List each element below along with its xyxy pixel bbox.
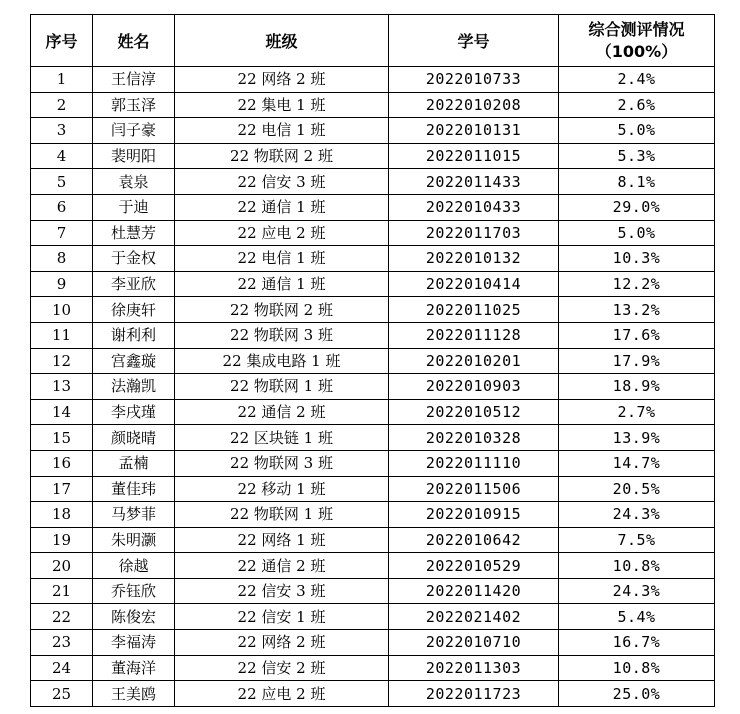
cell-class: 22 电信 1 班: [175, 118, 389, 144]
cell-class: 22 信安 3 班: [175, 169, 389, 195]
header-name: 姓名: [93, 15, 175, 67]
table-row: [31, 194, 715, 220]
cell-score: 14.7%: [559, 450, 715, 476]
cell-student-id: 2022011703: [389, 220, 559, 246]
table-row: [31, 578, 715, 604]
cell-score: 5.0%: [559, 220, 715, 246]
cell-name: 闫子豪: [93, 118, 175, 144]
cell-student-id: 2022011025: [389, 297, 559, 323]
cell-student-id: 2022010529: [389, 553, 559, 579]
cell-class: 22 通信 2 班: [175, 553, 389, 579]
table-row: [31, 297, 715, 323]
cell-student-id: 2022010903: [389, 374, 559, 400]
cell-score: 5.4%: [559, 604, 715, 630]
cell-class: 22 网络 1 班: [175, 527, 389, 553]
cell-class: 22 物联网 1 班: [175, 502, 389, 528]
cell-score: 7.5%: [559, 527, 715, 553]
cell-class: 22 物联网 2 班: [175, 297, 389, 323]
cell-student-id: 2022010710: [389, 630, 559, 656]
cell-score: 2.4%: [559, 67, 715, 93]
cell-class: 22 通信 1 班: [175, 271, 389, 297]
cell-student-id: 2022010328: [389, 425, 559, 451]
cell-name: 李戌瑾: [93, 399, 175, 425]
cell-score: 10.3%: [559, 246, 715, 272]
cell-class: 22 物联网 1 班: [175, 374, 389, 400]
table-row: [31, 527, 715, 553]
cell-score: 12.2%: [559, 271, 715, 297]
cell-score: 2.6%: [559, 92, 715, 118]
header-score-title: 综合测评情况: [588, 19, 685, 39]
cell-seq: 25: [31, 681, 93, 707]
cell-seq: 15: [31, 425, 93, 451]
cell-class: 22 移动 1 班: [175, 476, 389, 502]
cell-name: 董佳玮: [93, 476, 175, 502]
cell-score: 5.0%: [559, 118, 715, 144]
cell-name: 徐庚轩: [93, 297, 175, 323]
cell-name: 法瀚凯: [93, 374, 175, 400]
header-row: [31, 15, 715, 67]
cell-student-id: 2022011506: [389, 476, 559, 502]
cell-seq: 7: [31, 220, 93, 246]
cell-name: 孟楠: [93, 450, 175, 476]
cell-seq: 4: [31, 143, 93, 169]
table-row: [31, 553, 715, 579]
cell-name: 于金权: [93, 246, 175, 272]
cell-class: 22 集成电路 1 班: [175, 348, 389, 374]
table-row: [31, 92, 715, 118]
cell-seq: 8: [31, 246, 93, 272]
cell-student-id: 2022010433: [389, 194, 559, 220]
cell-student-id: 2022011110: [389, 450, 559, 476]
cell-student-id: 2022011723: [389, 681, 559, 707]
header-student-id: 学号: [389, 15, 559, 67]
table-row: [31, 220, 715, 246]
cell-score: 2.7%: [559, 399, 715, 425]
cell-class: 22 物联网 3 班: [175, 450, 389, 476]
cell-score: 20.5%: [559, 476, 715, 502]
cell-class: 22 电信 1 班: [175, 246, 389, 272]
cell-name: 宫鑫璇: [93, 348, 175, 374]
cell-name: 颜晓晴: [93, 425, 175, 451]
cell-score: 10.8%: [559, 553, 715, 579]
cell-score: 10.8%: [559, 655, 715, 681]
table-row: [31, 425, 715, 451]
cell-score: 13.9%: [559, 425, 715, 451]
cell-seq: 18: [31, 502, 93, 528]
cell-seq: 16: [31, 450, 93, 476]
cell-class: 22 信安 3 班: [175, 578, 389, 604]
table-row: [31, 169, 715, 195]
table-row: [31, 143, 715, 169]
cell-name: 杜慧芳: [93, 220, 175, 246]
cell-student-id: 2022010915: [389, 502, 559, 528]
table-row: [31, 322, 715, 348]
cell-name: 朱明灏: [93, 527, 175, 553]
cell-class: 22 集电 1 班: [175, 92, 389, 118]
table-body: [31, 67, 715, 707]
table-row: [31, 374, 715, 400]
cell-student-id: 2022011420: [389, 578, 559, 604]
cell-student-id: 2022010733: [389, 67, 559, 93]
header-score-unit: （100%）: [595, 41, 678, 61]
cell-name: 王信淳: [93, 67, 175, 93]
cell-name: 董海洋: [93, 655, 175, 681]
cell-seq: 12: [31, 348, 93, 374]
cell-student-id: 2022010201: [389, 348, 559, 374]
cell-class: 22 物联网 3 班: [175, 322, 389, 348]
table-row: [31, 246, 715, 272]
table-row: [31, 271, 715, 297]
cell-class: 22 网络 2 班: [175, 630, 389, 656]
cell-class: 22 信安 1 班: [175, 604, 389, 630]
table-row: [31, 399, 715, 425]
table-header: [31, 15, 715, 67]
cell-score: 5.3%: [559, 143, 715, 169]
cell-name: 李亚欣: [93, 271, 175, 297]
header-score: [559, 15, 715, 67]
cell-score: 18.9%: [559, 374, 715, 400]
cell-score: 16.7%: [559, 630, 715, 656]
cell-score: 17.9%: [559, 348, 715, 374]
cell-student-id: 2022011015: [389, 143, 559, 169]
cell-seq: 21: [31, 578, 93, 604]
table-row: [31, 604, 715, 630]
cell-student-id: 2022011128: [389, 322, 559, 348]
cell-score: 8.1%: [559, 169, 715, 195]
table-row: [31, 450, 715, 476]
table-row: [31, 67, 715, 93]
cell-seq: 3: [31, 118, 93, 144]
cell-name: 李福涛: [93, 630, 175, 656]
cell-student-id: 2022010642: [389, 527, 559, 553]
cell-seq: 10: [31, 297, 93, 323]
table-row: [31, 502, 715, 528]
cell-student-id: 2022011303: [389, 655, 559, 681]
cell-student-id: 2022021402: [389, 604, 559, 630]
cell-class: 22 应电 2 班: [175, 220, 389, 246]
cell-class: 22 通信 2 班: [175, 399, 389, 425]
cell-class: 22 通信 1 班: [175, 194, 389, 220]
cell-name: 王美鸥: [93, 681, 175, 707]
cell-score: 24.3%: [559, 502, 715, 528]
cell-class: 22 物联网 2 班: [175, 143, 389, 169]
cell-name: 于迪: [93, 194, 175, 220]
cell-seq: 24: [31, 655, 93, 681]
cell-score: 29.0%: [559, 194, 715, 220]
cell-seq: 23: [31, 630, 93, 656]
cell-class: 22 区块链 1 班: [175, 425, 389, 451]
table-row: [31, 655, 715, 681]
cell-score: 25.0%: [559, 681, 715, 707]
cell-seq: 14: [31, 399, 93, 425]
cell-student-id: 2022010131: [389, 118, 559, 144]
cell-name: 郭玉泽: [93, 92, 175, 118]
cell-student-id: 2022010414: [389, 271, 559, 297]
cell-student-id: 2022010512: [389, 399, 559, 425]
cell-name: 陈俊宏: [93, 604, 175, 630]
cell-seq: 5: [31, 169, 93, 195]
table-row: [31, 630, 715, 656]
cell-student-id: 2022011433: [389, 169, 559, 195]
cell-student-id: 2022010132: [389, 246, 559, 272]
cell-score: 13.2%: [559, 297, 715, 323]
cell-name: 马梦菲: [93, 502, 175, 528]
cell-seq: 11: [31, 322, 93, 348]
cell-name: 乔钰欣: [93, 578, 175, 604]
table-row: [31, 681, 715, 707]
cell-name: 袁泉: [93, 169, 175, 195]
cell-seq: 19: [31, 527, 93, 553]
cell-seq: 9: [31, 271, 93, 297]
cell-class: 22 网络 2 班: [175, 67, 389, 93]
cell-seq: 1: [31, 67, 93, 93]
header-class: 班级: [175, 15, 389, 67]
cell-seq: 20: [31, 553, 93, 579]
cell-seq: 13: [31, 374, 93, 400]
table-row: [31, 476, 715, 502]
student-evaluation-table: [30, 14, 715, 707]
cell-student-id: 2022010208: [389, 92, 559, 118]
cell-class: 22 信安 2 班: [175, 655, 389, 681]
cell-name: 谢利利: [93, 322, 175, 348]
cell-class: 22 应电 2 班: [175, 681, 389, 707]
cell-seq: 6: [31, 194, 93, 220]
cell-score: 17.6%: [559, 322, 715, 348]
cell-seq: 17: [31, 476, 93, 502]
cell-score: 24.3%: [559, 578, 715, 604]
cell-name: 徐越: [93, 553, 175, 579]
cell-seq: 22: [31, 604, 93, 630]
header-seq: 序号: [31, 15, 93, 67]
table-row: [31, 118, 715, 144]
cell-seq: 2: [31, 92, 93, 118]
table-row: [31, 348, 715, 374]
cell-name: 裴明阳: [93, 143, 175, 169]
